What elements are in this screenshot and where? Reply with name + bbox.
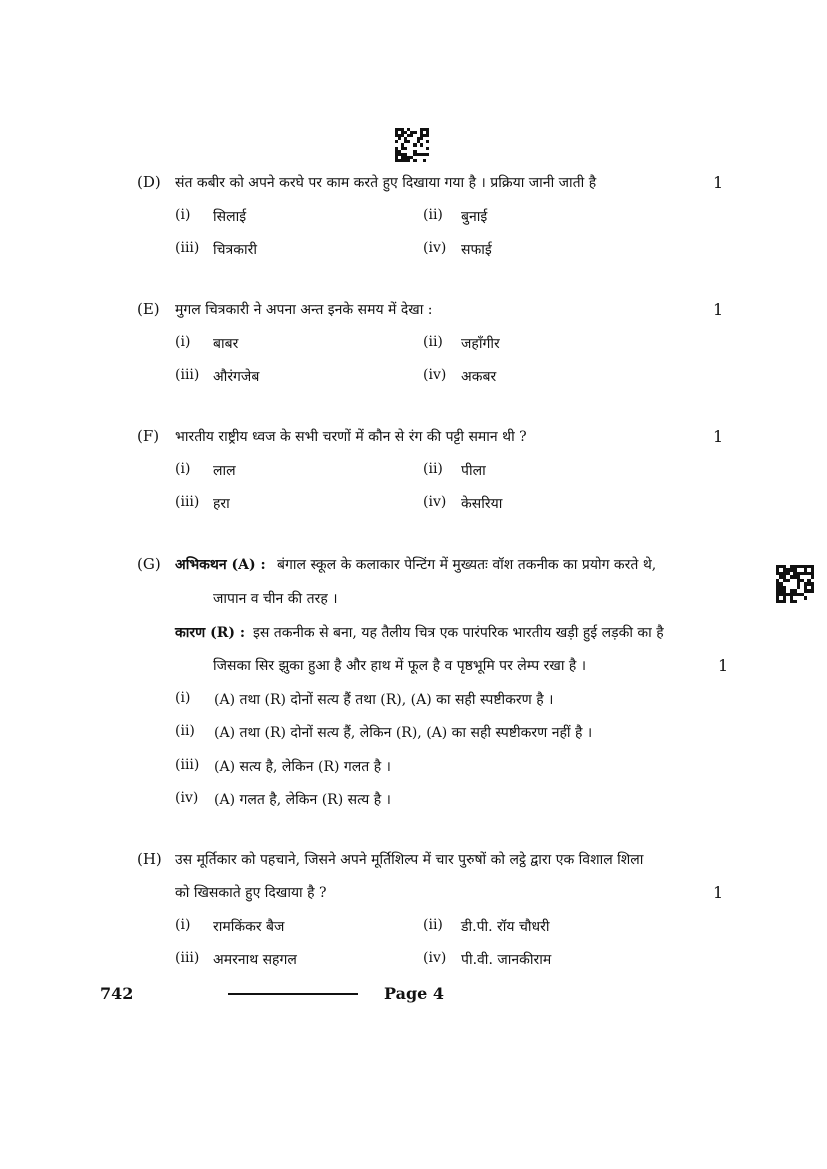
- option-number: (ii): [423, 461, 443, 477]
- option-text: लाल: [213, 463, 236, 479]
- question-text: संत कबीर को अपने करघे पर काम करते हुए दिखाया गया है । प्रक्रिया जानी जाती है: [175, 175, 597, 191]
- option-text: पीला: [461, 463, 486, 479]
- option-number: (iii): [175, 240, 200, 256]
- option-number: (iii): [175, 757, 200, 773]
- option-text: बुनाई: [461, 209, 488, 225]
- question-text: भारतीय राष्ट्रीय ध्वज के सभी चरणों में कौन से रंग की पट्टी समान थी ?: [175, 429, 527, 445]
- option-number: (ii): [175, 723, 195, 739]
- option-number: (i): [175, 690, 191, 706]
- question-label: (F): [137, 427, 160, 445]
- option-text: (A) सत्य है, लेकिन (R) गलत है ।: [214, 759, 391, 775]
- option-text: (A) गलत है, लेकिन (R) सत्य है ।: [214, 792, 391, 808]
- option-text: डी.पी. रॉय चौधरी: [461, 919, 550, 935]
- page-number: Page 4: [384, 984, 445, 1003]
- reason-text: इस तकनीक से बना, यह तैलीय चित्र एक पारंपरिक भारतीय खड़ी हुई लड़की का है: [253, 625, 664, 641]
- question-text: मुगल चित्रकारी ने अपना अन्त इनके समय में देखा :: [175, 302, 433, 318]
- option-text: बाबर: [213, 336, 239, 352]
- option-number: (iv): [423, 240, 447, 256]
- option-number: (i): [175, 334, 191, 350]
- option-text: पी.वी. जानकीराम: [461, 952, 552, 968]
- option-number: (ii): [423, 334, 443, 350]
- question-marks: 1: [713, 883, 724, 902]
- option-number: (iii): [175, 367, 200, 383]
- option-number: (i): [175, 461, 191, 477]
- option-text: (A) तथा (R) दोनों सत्य हैं, लेकिन (R), (A) का सही स्पष्टीकरण नहीं है ।: [214, 725, 593, 741]
- question-label: (E): [137, 300, 160, 318]
- assertion-text: बंगाल स्कूल के कलाकार पेन्टिंग में मुख्यतः वॉश तकनीक का प्रयोग करते थे,: [277, 557, 657, 573]
- paper-code: 742: [100, 984, 134, 1003]
- option-text: (A) तथा (R) दोनों सत्य हैं तथा (R), (A) का सही स्पष्टीकरण है ।: [214, 692, 554, 708]
- question-marks: 1: [713, 427, 724, 446]
- option-text: औरंगजेब: [213, 369, 260, 385]
- option-number: (iii): [175, 950, 200, 966]
- question-text: उस मूर्तिकार को पहचाने, जिसने अपने मूर्तिशिल्प में चार पुरुषों को लट्ठे द्वारा एक विशाल शिला: [175, 852, 644, 868]
- assertion-text-continued: जापान व चीन की तरह ।: [213, 591, 338, 607]
- option-number: (iv): [175, 790, 199, 806]
- option-text: सफाई: [461, 242, 492, 258]
- question-label: (D): [137, 173, 161, 191]
- option-number: (iv): [423, 494, 447, 510]
- option-text: केसरिया: [461, 496, 503, 512]
- option-number: (iv): [423, 367, 447, 383]
- reason-label: कारण (R) :: [175, 625, 246, 641]
- qr-code-side: [776, 565, 814, 603]
- option-number: (i): [175, 917, 191, 933]
- option-text: रामकिंकर बैज: [213, 919, 285, 935]
- question-label: (G): [137, 555, 161, 573]
- option-number: (ii): [423, 917, 443, 933]
- assertion-label: अभिकथन (A) :: [175, 557, 266, 573]
- question-marks: 1: [718, 656, 729, 675]
- option-number: (i): [175, 207, 191, 223]
- qr-code-top: [395, 128, 429, 162]
- option-text: चित्रकारी: [213, 242, 257, 258]
- question-label: (H): [137, 850, 162, 868]
- option-text: जहाँगीर: [461, 336, 500, 352]
- question-text-continued: को खिसकाते हुए दिखाया है ?: [175, 885, 327, 901]
- option-text: अकबर: [461, 369, 497, 385]
- option-text: अमरनाथ सहगल: [213, 952, 297, 968]
- option-number: (iii): [175, 494, 200, 510]
- question-marks: 1: [713, 173, 724, 192]
- option-text: सिलाई: [213, 209, 247, 225]
- option-number: (iv): [423, 950, 447, 966]
- option-text: हरा: [213, 496, 230, 512]
- reason-text-continued: जिसका सिर झुका हुआ है और हाथ में फूल है व पृष्ठभूमि पर लेम्प रखा है ।: [213, 658, 587, 674]
- option-number: (ii): [423, 207, 443, 223]
- question-marks: 1: [713, 300, 724, 319]
- footer-divider: [228, 993, 358, 995]
